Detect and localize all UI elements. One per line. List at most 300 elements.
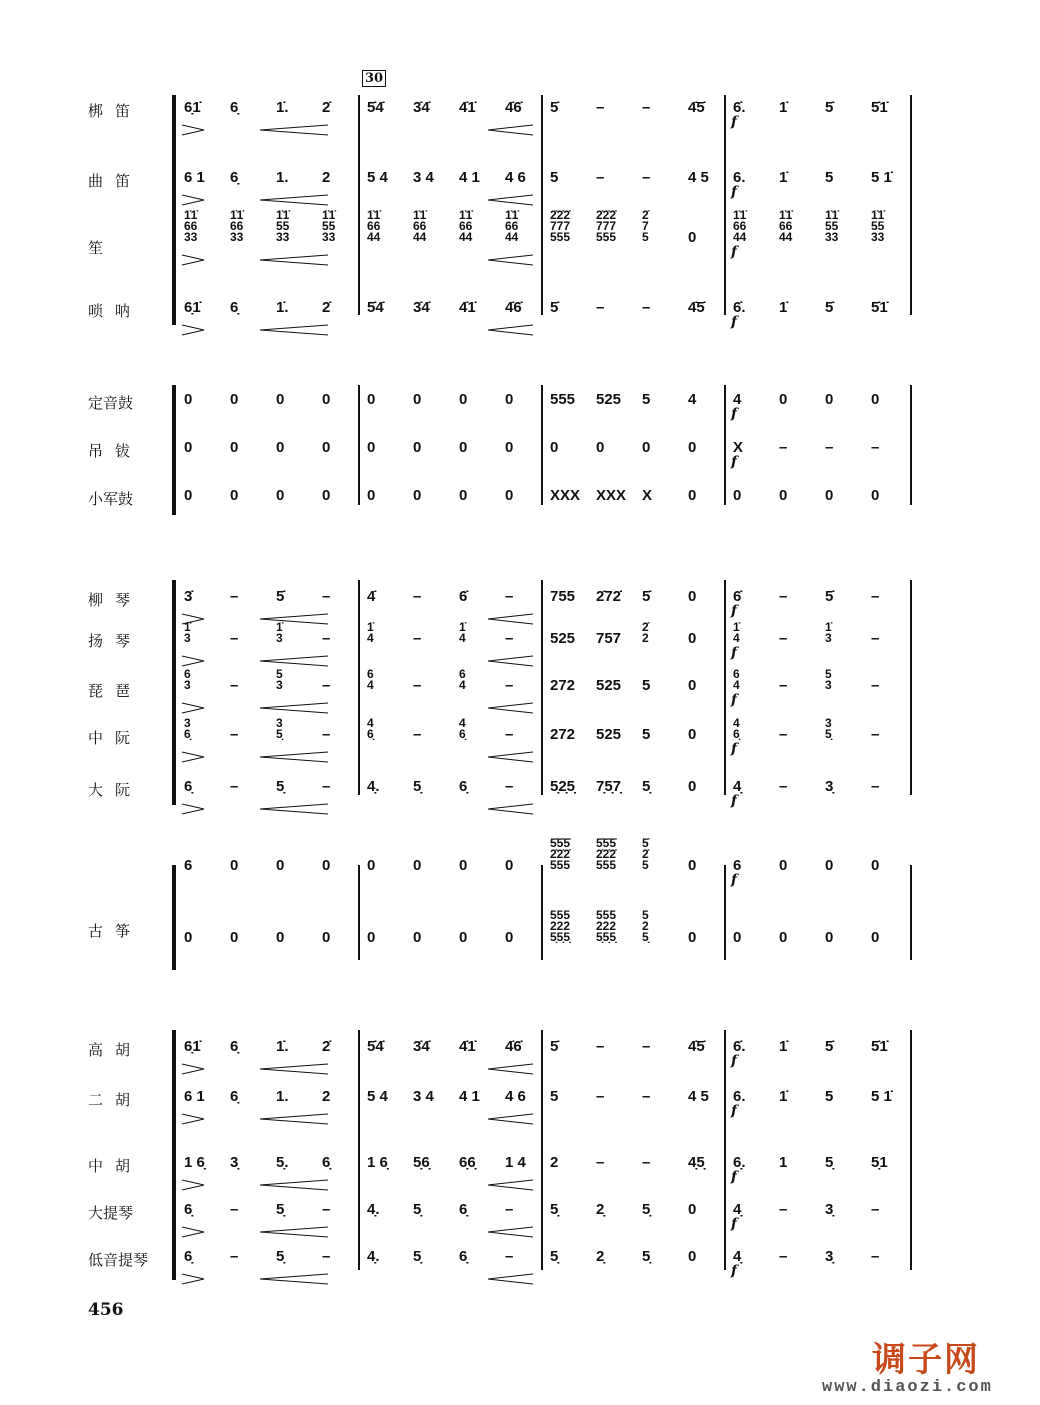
hairpin-dynamics <box>178 1179 718 1191</box>
instrument-label: 唢呐 <box>88 302 143 320</box>
note-beat: – <box>596 99 605 116</box>
note-beat: 5̣ <box>413 1248 422 1265</box>
note-beat: 0 <box>550 439 559 456</box>
note-beat: 0 <box>505 929 514 946</box>
dynamic-forte: f <box>731 1169 738 1185</box>
note-beat: 2̇ <box>322 299 331 316</box>
barline <box>358 865 360 960</box>
note-beat: 1̇. <box>276 299 289 316</box>
note-beat: 6 <box>733 857 742 874</box>
note-beat: 5̣ <box>276 1248 285 1265</box>
note-beat: 5̣6̣ <box>413 1154 430 1171</box>
note-beat: 1̇1̇ 55 33 <box>825 208 839 244</box>
note-beat: 0 <box>230 439 239 456</box>
note-beat: 0 <box>688 630 697 647</box>
note-beat: 525 <box>596 391 622 408</box>
note-beat: – <box>413 677 422 694</box>
note-beat: 5̇ 2̇ 5 <box>642 836 649 872</box>
note-beat: 1̇. <box>276 1038 289 1055</box>
note-beat: 1 4 <box>505 1154 526 1171</box>
instrument-label: 高胡 <box>88 1041 143 1059</box>
note-beat: 6̣ <box>184 1248 193 1265</box>
note-beat: 1̇ 4 <box>367 620 374 645</box>
note-beat: 0 <box>184 439 193 456</box>
dynamic-forte: f <box>731 692 738 708</box>
note-beat: 5̇1̇ <box>871 1038 888 1055</box>
note-beat: 0 <box>276 391 285 408</box>
note-beat: – <box>779 1201 788 1218</box>
note-beat: 6̣ <box>230 1088 239 1105</box>
barline <box>724 1030 726 1270</box>
dynamic-forte: f <box>731 406 738 422</box>
note-beat: 1̇ <box>779 99 788 116</box>
note-beat: 5̇4̇ <box>367 99 384 116</box>
note-beat: 5̇ <box>825 1038 834 1055</box>
note-beat: 6. <box>733 169 746 186</box>
note-beat: 1 <box>779 1154 788 1171</box>
note-beat: 1̇1̇ 66 44 <box>459 208 473 244</box>
note-beat: 5̣ <box>550 1201 559 1218</box>
note-beat: 5 1̇ <box>871 1088 892 1105</box>
barline <box>910 865 912 960</box>
note-beat: 3 5̣ <box>825 716 832 741</box>
note-beat: – <box>505 630 514 647</box>
instrument-label: 定音鼓 <box>88 394 134 412</box>
note-beat: 6̣6̣ <box>459 1154 476 1171</box>
note-beat: – <box>779 439 788 456</box>
note-beat: 0 <box>230 487 239 504</box>
note-beat: 1̇ <box>779 1088 788 1105</box>
note-beat: 5̇5̇5̇ 2̇2̇2̇ 555 <box>596 836 617 872</box>
note-beat: 4 6̣ <box>733 716 740 741</box>
instrument-label: 曲笛 <box>88 172 143 190</box>
note-beat: – <box>871 778 880 795</box>
note-beat: 1 6̣ <box>367 1154 388 1171</box>
hairpin-dynamics <box>178 1063 718 1075</box>
note-beat: 5̇ <box>825 588 834 605</box>
note-beat: 4̇6̇ <box>505 99 522 116</box>
barline <box>910 1030 912 1270</box>
note-beat: 4 1 <box>459 1088 480 1105</box>
hairpin-dynamics <box>178 655 718 667</box>
note-beat: – <box>230 1201 239 1218</box>
note-beat: – <box>596 299 605 316</box>
note-beat: – <box>596 169 605 186</box>
note-beat: – <box>871 726 880 743</box>
barline <box>724 385 726 505</box>
dynamic-forte: f <box>731 1103 738 1119</box>
note-beat: 5̇1̇ <box>871 99 888 116</box>
barline <box>358 385 360 505</box>
hairpin-dynamics <box>178 124 718 136</box>
rehearsal-mark: 30 <box>362 70 386 87</box>
note-beat: – <box>596 1088 605 1105</box>
note-beat: 6 1 <box>184 169 205 186</box>
note-beat: – <box>505 677 514 694</box>
note-beat: 3 5̣ <box>276 716 283 741</box>
note-beat: 5̣ <box>413 1201 422 1218</box>
note-beat: 2̇ 7 5 <box>642 208 649 244</box>
note-beat: 5̣ <box>550 1248 559 1265</box>
note-beat: 0 <box>322 487 331 504</box>
note-beat: 0 <box>230 929 239 946</box>
hairpin-dynamics <box>178 1226 718 1238</box>
note-beat: – <box>642 299 651 316</box>
note-beat: 0 <box>184 487 193 504</box>
note-beat: 272 <box>550 726 576 743</box>
note-beat: – <box>642 99 651 116</box>
note-beat: 4 6 <box>505 1088 526 1105</box>
note-beat: 4̇5̇ <box>688 99 705 116</box>
note-beat: 1̇ 3 <box>184 620 191 645</box>
note-beat: 0 <box>596 439 605 456</box>
note-beat: 4̣. <box>367 1201 380 1218</box>
instrument-label: 大提琴 <box>88 1204 134 1222</box>
note-beat: 5 <box>825 169 834 186</box>
instrument-label: 大阮 <box>88 781 143 799</box>
note-beat: 0 <box>505 439 514 456</box>
note-beat: 5̣ <box>276 778 285 795</box>
note-beat: 4̇ <box>367 588 376 605</box>
barline <box>910 385 912 505</box>
dynamic-forte: f <box>731 603 738 619</box>
note-beat: 0 <box>367 391 376 408</box>
note-beat: 4̣. <box>367 778 380 795</box>
instrument-label: 小军鼓 <box>88 490 134 508</box>
note-beat: 4̣ <box>733 778 742 795</box>
note-beat: 0 <box>367 857 376 874</box>
note-beat: 5̇ <box>825 99 834 116</box>
note-beat: 555 <box>550 391 576 408</box>
note-beat: – <box>230 1248 239 1265</box>
note-beat: – <box>642 1088 651 1105</box>
note-beat: – <box>779 588 788 605</box>
note-beat: 555 222 5̣5̣5̣ <box>550 908 571 944</box>
note-beat: 6̇ <box>459 588 468 605</box>
page-number: 456 <box>88 1300 124 1320</box>
note-beat: – <box>322 1201 331 1218</box>
note-beat: 6̣1̇ <box>184 1038 201 1055</box>
hairpin-dynamics <box>178 702 718 714</box>
instrument-label: 笙 <box>88 239 116 257</box>
note-beat: 5 <box>550 169 559 186</box>
note-beat: 2̇ <box>322 99 331 116</box>
note-beat: 4 1 <box>459 169 480 186</box>
note-beat: – <box>322 1248 331 1265</box>
note-beat: X <box>733 439 744 456</box>
note-beat: 0 <box>688 778 697 795</box>
instrument-label: 吊钹 <box>88 442 143 460</box>
barline <box>541 385 543 505</box>
note-beat: 5̣2̣5̣ <box>550 778 576 795</box>
note-beat: 4 5 <box>688 1088 709 1105</box>
note-beat: 3̇4̇ <box>413 299 430 316</box>
note-beat: 4 6̣ <box>367 716 374 741</box>
note-beat: – <box>230 588 239 605</box>
note-beat: XXX <box>550 487 581 504</box>
note-beat: 6̣ <box>459 1248 468 1265</box>
note-beat: 6̇ <box>733 588 742 605</box>
note-beat: 1̇ <box>779 169 788 186</box>
hairpin-dynamics <box>178 751 718 763</box>
note-beat: – <box>505 1201 514 1218</box>
system-bracket <box>172 1030 176 1280</box>
note-beat: 6̣ <box>184 1201 193 1218</box>
note-beat: 0 <box>413 487 422 504</box>
note-beat: 4̇1̇ <box>459 99 476 116</box>
note-beat: – <box>779 1248 788 1265</box>
note-beat: 1. <box>276 169 289 186</box>
note-beat: 2̇ 2 <box>642 620 649 645</box>
note-beat: 0 <box>184 929 193 946</box>
note-beat: – <box>230 677 239 694</box>
instrument-label: 柳琴 <box>88 591 143 609</box>
note-beat: – <box>642 1038 651 1055</box>
hairpin-dynamics <box>178 613 718 625</box>
note-beat: 0 <box>322 929 331 946</box>
instrument-label: 古筝 <box>88 922 143 940</box>
instrument-label: 梆笛 <box>88 102 143 120</box>
note-beat: 5̇ <box>276 588 285 605</box>
system-bracket <box>172 580 176 805</box>
note-beat: 4̣ <box>733 1248 742 1265</box>
note-beat: 6 <box>184 857 193 874</box>
note-beat: – <box>779 778 788 795</box>
note-beat: 1̇1̇ 66 33 <box>184 208 198 244</box>
barline <box>541 865 543 960</box>
note-beat: – <box>779 630 788 647</box>
note-beat: 1̇1̇ 66 44 <box>733 208 747 244</box>
note-beat: 0 <box>779 857 788 874</box>
note-beat: 6̣ <box>322 1154 331 1171</box>
note-beat: 0 <box>688 1201 697 1218</box>
note-beat: 6̣ <box>230 99 239 116</box>
barline <box>910 580 912 795</box>
instrument-label: 中胡 <box>88 1157 143 1175</box>
note-beat: 4̇6̇ <box>505 1038 522 1055</box>
note-beat: 1̇1̇ 66 33 <box>230 208 244 244</box>
note-beat: 2̇2̇2̇ 777 555 <box>596 208 617 244</box>
note-beat: 0 <box>871 391 880 408</box>
note-beat: 0 <box>825 929 834 946</box>
note-beat: 4̇5̇ <box>688 1038 705 1055</box>
note-beat: 1̇1̇ 55 33 <box>276 208 290 244</box>
note-beat: 6̣ <box>230 169 239 186</box>
barline <box>724 865 726 960</box>
note-beat: 2̇ <box>322 1038 331 1055</box>
note-beat: – <box>505 588 514 605</box>
note-beat: 1̇ 4 <box>733 620 740 645</box>
note-beat: – <box>871 439 880 456</box>
dynamic-forte: f <box>731 1053 738 1069</box>
note-beat: – <box>413 726 422 743</box>
note-beat: – <box>322 677 331 694</box>
note-beat: 5 4 <box>367 1088 388 1105</box>
note-beat: 0 <box>230 857 239 874</box>
note-beat: 0 <box>688 1248 697 1265</box>
note-beat: 0 <box>413 391 422 408</box>
note-beat: 1̇1̇ 66 44 <box>367 208 381 244</box>
note-beat: 0 <box>322 439 331 456</box>
note-beat: 1̇1̇ 55 33 <box>322 208 336 244</box>
watermark-url: www.diaozi.com <box>822 1378 993 1397</box>
note-beat: 3̇4̇ <box>413 1038 430 1055</box>
note-beat: 4 <box>733 391 742 408</box>
note-beat: 5̇5̇5̇ 2̇2̇2̇ 555 <box>550 836 571 872</box>
note-beat: 0 <box>825 391 834 408</box>
note-beat: 6̇. <box>733 99 746 116</box>
note-beat: 0 <box>413 857 422 874</box>
note-beat: 5 <box>642 677 651 694</box>
hairpin-dynamics <box>178 1113 718 1125</box>
note-beat: 1̇. <box>276 99 289 116</box>
note-beat: 0 <box>276 929 285 946</box>
note-beat: – <box>230 630 239 647</box>
note-beat: 0 <box>505 487 514 504</box>
note-beat: 1̇ 3 <box>276 620 283 645</box>
note-beat: 0 <box>505 857 514 874</box>
note-beat: – <box>871 1201 880 1218</box>
dynamic-forte: f <box>731 872 738 888</box>
note-beat: 0 <box>276 487 285 504</box>
note-beat: 5̇ <box>642 588 651 605</box>
note-beat: 5̇ <box>550 99 559 116</box>
note-beat: – <box>322 726 331 743</box>
note-beat: 1̇1̇ 66 44 <box>413 208 427 244</box>
note-beat: – <box>322 588 331 605</box>
note-beat: 5 1̇ <box>871 169 892 186</box>
note-beat: 0 <box>688 726 697 743</box>
note-beat: 0 <box>505 391 514 408</box>
note-beat: 2̇2̇2̇ 777 555 <box>550 208 571 244</box>
note-beat: 3̣ <box>230 1154 239 1171</box>
note-beat: 3̣ <box>825 1248 834 1265</box>
note-beat: 4 5 <box>688 169 709 186</box>
note-beat: 0 <box>733 929 742 946</box>
note-beat: – <box>642 1154 651 1171</box>
note-beat: 0 <box>688 857 697 874</box>
note-beat: 6 4 <box>733 667 740 692</box>
hairpin-dynamics <box>178 254 718 266</box>
note-beat: 0 <box>459 487 468 504</box>
note-beat: 4 6 <box>505 169 526 186</box>
note-beat: 0 <box>779 391 788 408</box>
note-beat: 0 <box>688 677 697 694</box>
note-beat: 0 <box>276 857 285 874</box>
note-beat: 0 <box>367 487 376 504</box>
note-beat: 4̇6̇ <box>505 299 522 316</box>
note-beat: 0 <box>825 487 834 504</box>
instrument-label: 扬琴 <box>88 632 143 650</box>
note-beat: 5̇4̇ <box>367 299 384 316</box>
note-beat: 2̣ <box>596 1201 605 1218</box>
note-beat: 1. <box>276 1088 289 1105</box>
note-beat: – <box>779 677 788 694</box>
note-beat: 6̣ <box>230 299 239 316</box>
system-bracket <box>172 385 176 515</box>
note-beat: 2̣ <box>596 1248 605 1265</box>
note-beat: 6 4 <box>459 667 466 692</box>
dynamic-forte: f <box>731 244 738 260</box>
note-beat: 6̣1̇ <box>184 99 201 116</box>
note-beat: 6̣ <box>459 778 468 795</box>
note-beat: X <box>642 487 653 504</box>
note-beat: 6̣1̇ <box>184 299 201 316</box>
note-beat: 1̇ <box>779 299 788 316</box>
note-beat: 0 <box>688 929 697 946</box>
note-beat: 757 <box>596 630 622 647</box>
note-beat: 6. <box>733 1088 746 1105</box>
note-beat: 3 4 <box>413 169 434 186</box>
note-beat: 0 <box>871 487 880 504</box>
note-beat: 525 <box>550 630 576 647</box>
note-beat: 6̣ <box>230 1038 239 1055</box>
note-beat: – <box>596 1038 605 1055</box>
note-beat: 5̣1 <box>871 1154 888 1171</box>
note-beat: – <box>505 1248 514 1265</box>
note-beat: – <box>413 630 422 647</box>
dynamic-forte: f <box>731 1263 738 1279</box>
dynamic-forte: f <box>731 1216 738 1232</box>
note-beat: 5̣ <box>642 1248 651 1265</box>
note-beat: 0 <box>322 391 331 408</box>
note-beat: – <box>230 778 239 795</box>
note-beat: 0 <box>413 929 422 946</box>
note-beat: 0 <box>184 391 193 408</box>
dynamic-forte: f <box>731 793 738 809</box>
note-beat: 4̇1̇ <box>459 299 476 316</box>
note-beat: 0 <box>871 929 880 946</box>
note-beat: 4 <box>688 391 697 408</box>
note-beat: 6̇. <box>733 299 746 316</box>
note-beat: 2̇72̇ <box>596 588 622 605</box>
note-beat: 4̇1̇ <box>459 1038 476 1055</box>
note-beat: 0 <box>779 929 788 946</box>
note-beat: 1 6̣ <box>184 1154 205 1171</box>
system-bracket <box>172 95 176 325</box>
note-beat: 0 <box>688 588 697 605</box>
note-beat: 3̣ <box>825 778 834 795</box>
note-beat: 5 <box>642 726 651 743</box>
note-beat: 0 <box>276 439 285 456</box>
note-beat: 4 6̣ <box>459 716 466 741</box>
note-beat: 5̇1̇ <box>871 299 888 316</box>
hairpin-dynamics <box>178 803 718 815</box>
note-beat: 0 <box>688 229 697 246</box>
note-beat: 5̣ <box>413 778 422 795</box>
dynamic-forte: f <box>731 184 738 200</box>
note-beat: 272 <box>550 677 576 694</box>
hairpin-dynamics <box>178 1273 718 1285</box>
note-beat: 5̇ <box>825 299 834 316</box>
note-beat: 2 <box>550 1154 559 1171</box>
note-beat: – <box>779 726 788 743</box>
note-beat: 5 <box>550 1088 559 1105</box>
instrument-label: 低音提琴 <box>88 1251 149 1269</box>
note-beat: 0 <box>871 857 880 874</box>
note-beat: 1̇ <box>779 1038 788 1055</box>
note-beat: – <box>871 677 880 694</box>
note-beat: 0 <box>413 439 422 456</box>
hairpin-dynamics <box>178 194 718 206</box>
watermark-brand: 调子网 <box>872 1341 980 1379</box>
note-beat: – <box>413 588 422 605</box>
note-beat: 5̇ <box>550 1038 559 1055</box>
note-beat: 5 4 <box>367 169 388 186</box>
note-beat: 525 <box>596 726 622 743</box>
barline <box>724 580 726 795</box>
note-beat: 0 <box>459 439 468 456</box>
